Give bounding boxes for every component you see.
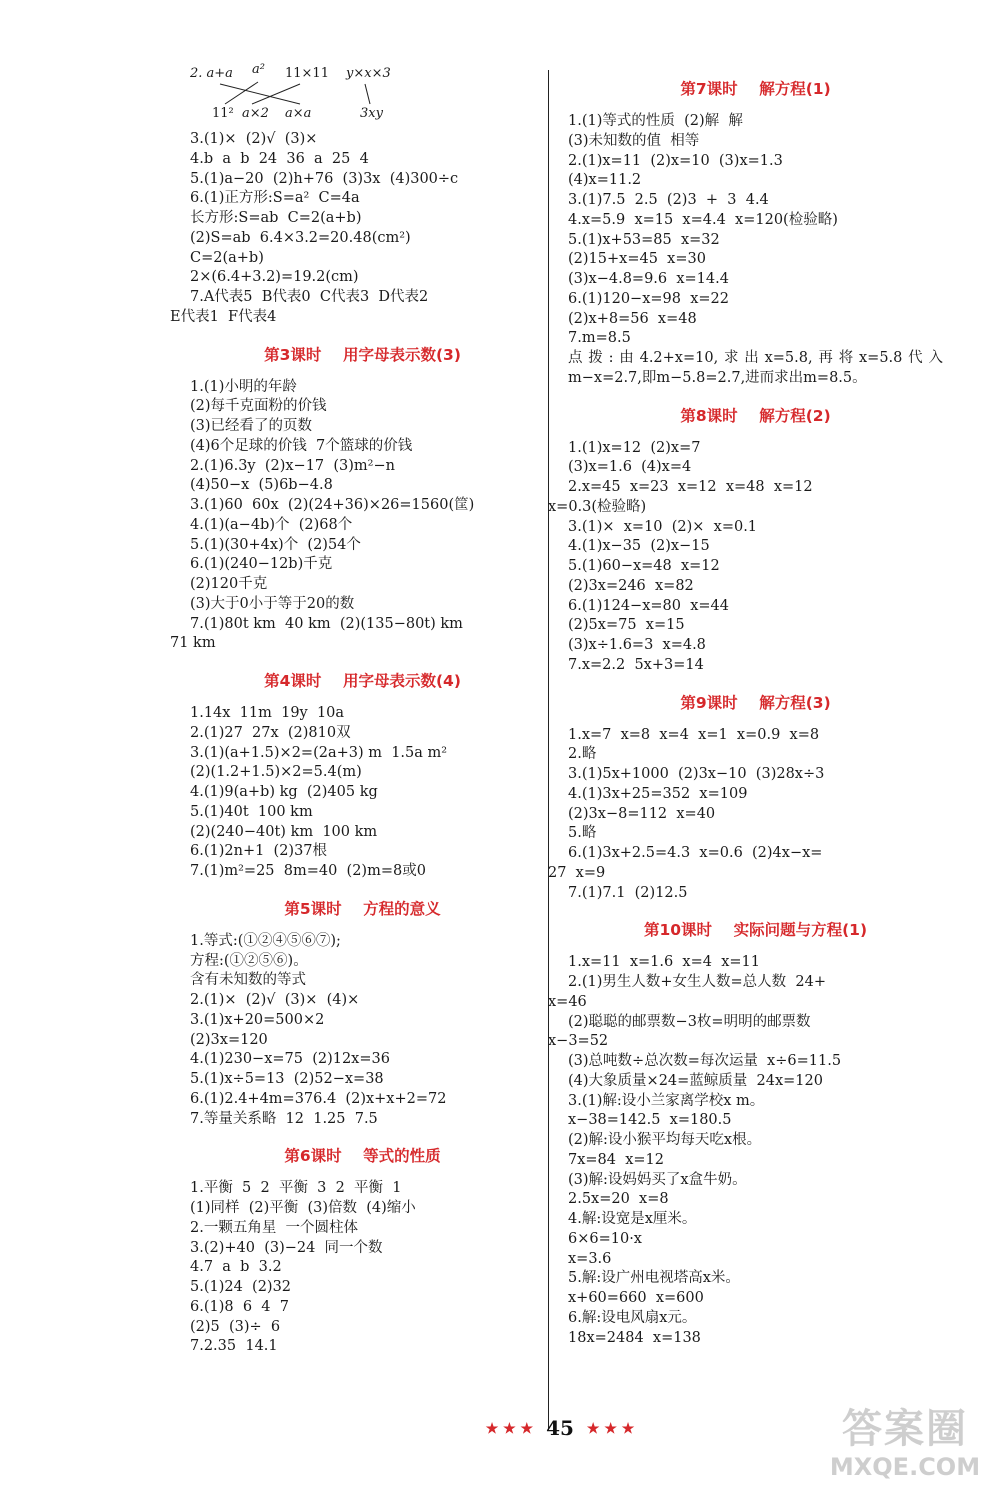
column-divider [548, 70, 549, 1430]
diagram-top-2: a² [252, 62, 265, 77]
answer-line: 5.(1)a−20 (2)h+76 (3)3x (4)300÷c [190, 170, 459, 187]
answer-line: 5.(1)x÷5=13 (2)52−x=38 [190, 1071, 384, 1087]
answer-line: 7.(1)m²=25 8m=40 (2)m=8或0 [190, 863, 426, 879]
answer-line: 2.(1)27 27x (2)810双 [190, 724, 351, 741]
star-icon: ★ ★ ★ [485, 1421, 534, 1437]
answer-line: (3)总吨数÷总次数=每次运量 x÷6=11.5 [568, 1053, 842, 1069]
diagram-bottom-4: 3xy [360, 106, 383, 121]
answer-line: (2)3x=246 x=82 [568, 577, 694, 594]
answer-line: 含有未知数的等式 [190, 972, 306, 989]
answer-line: 5.(1)60−x=48 x=12 [568, 558, 720, 574]
page-footer [470, 1416, 650, 1440]
diagram-top-1: 2. a+a [190, 66, 233, 81]
answer-line: (2)x+8=56 x=48 [568, 310, 697, 327]
left-column [170, 60, 535, 1357]
answer-line: 6.(1)124−x=80 x=44 [568, 597, 729, 614]
answer-line: 1.(1)等式的性质 (2)解 解 [568, 113, 743, 129]
diagram-top-4: y×x×3 [346, 66, 391, 81]
watermark-logo [820, 1405, 990, 1490]
answer-line: 6.(1)2.4+4m=376.4 (2)x+x+2=72 [190, 1090, 447, 1107]
answer-line: 4.(1)230−x=75 (2)12x=36 [190, 1051, 390, 1068]
answer-line: 2.(1)× (2)√ (3)× (4)× [190, 992, 360, 1008]
answer-line: 7.等量关系略 12 1.25 7.5 [190, 1110, 378, 1127]
answer-line: 5.略 [568, 825, 597, 842]
answer-line: x−38=142.5 x=180.5 [568, 1112, 732, 1129]
section-title: 第10课时 实际问题与方程(1) [643, 921, 868, 940]
answer-line: x=0.3(检验略) [548, 498, 647, 515]
answer-line: 5.解:设广州电视塔高x米。 [568, 1270, 740, 1287]
answer-line: 1.(1)x=12 (2)x=7 [568, 439, 701, 456]
answer-line: 4.(1)3x+25=352 x=109 [568, 785, 748, 802]
answer-line: (2)(1.2+1.5)×2=5.4(m) [190, 764, 362, 781]
answer-line: 4.(1)x−35 (2)x−15 [568, 538, 710, 555]
answer-line: (2)每千克面粉的价钱 [190, 398, 327, 415]
answer-line: 27 x=9 [548, 864, 606, 881]
answer-line: x=3.6 [568, 1250, 612, 1267]
answer-line: (1)同样 (2)平衡 (3)倍数 (4)缩小 [190, 1200, 416, 1216]
answer-line: 1.x=11 x=1.6 x=4 x=11 [568, 954, 760, 971]
answer-line: 方程:(①②⑤⑥)。 [190, 952, 308, 969]
diagram-bottom-2: a×2 [242, 106, 269, 121]
matching-lines [190, 60, 430, 126]
answer-line: 6.(1)正方形:S=a² C=4a [190, 190, 360, 207]
page-number: 45 [546, 1416, 574, 1440]
star-icon: ★ ★ ★ [586, 1421, 635, 1437]
answer-line: x−3=52 [548, 1033, 609, 1050]
answer-line: 2.略 [568, 746, 597, 763]
answer-line: 1.平衡 5 2 平衡 3 2 平衡 1 [190, 1180, 402, 1197]
section-title: 第7课时 解方程(1) [680, 80, 831, 98]
answer-line: 4.解:设宽是x厘米。 [568, 1211, 697, 1227]
answer-line: 5.(1)(30+4x)个 (2)54个 [190, 536, 361, 553]
answer-line: (2)S=ab 6.4×3.2=20.48(cm²) [190, 229, 411, 246]
answer-line: (2)120千克 [190, 576, 268, 592]
answer-line: 3.(1)× (2)√ (3)× [190, 131, 318, 147]
answer-line: 4.7 a b 3.2 [190, 1259, 282, 1276]
answer-line: 7x=84 x=12 [568, 1151, 664, 1168]
answer-line: 6.(1)8 6 4 7 [190, 1298, 289, 1315]
answer-line: (2)(240−40t) km 100 km [190, 823, 378, 840]
answer-line: 7.(1)7.1 (2)12.5 [568, 884, 688, 901]
answer-line: 6.(1)(240−12b)千克 [190, 556, 333, 573]
diagram-bottom-1: 11² [212, 106, 234, 121]
watermark-text: 答案圈 [842, 1406, 968, 1452]
answer-line: 7.x=2.2 5x+3=14 [568, 656, 704, 673]
answer-line: (3)x=1.6 (4)x=4 [568, 459, 692, 476]
answer-line: 6×6=10·x [568, 1230, 642, 1247]
answer-line: (4)x=11.2 [568, 172, 642, 189]
answer-line: x=46 [548, 993, 587, 1010]
answer-line: 2.(1)男生人数+女生人数=总人数 24+ [568, 974, 826, 990]
answer-line: 长方形:S=ab C=2(a+b) [190, 210, 362, 226]
answer-line: 5.(1)40t 100 km [190, 803, 313, 820]
answer-line: 1.x=7 x=8 x=4 x=1 x=0.9 x=8 [568, 726, 820, 743]
answer-line: 2.(1)x=11 (2)x=10 (3)x=1.3 [568, 152, 783, 169]
answer-line: 2.(1)6.3y (2)x−17 (3)m²−n [190, 457, 395, 474]
answer-line: 3.(1)× x=10 (2)× x=0.1 [568, 518, 758, 535]
answer-line: 2.x=45 x=23 x=12 x=48 x=12 [568, 479, 813, 495]
answer-line: 1.(1)小明的年龄 [190, 378, 297, 395]
answer-line: (4)6个足球的价钱 7个篮球的价钱 [190, 437, 413, 454]
answer-line: (3)解:设妈妈买了x盒牛奶。 [568, 1171, 747, 1188]
answer-line: 1.等式:(①②④⑤⑥⑦); [190, 932, 341, 949]
answer-line: 5.(1)24 (2)32 [190, 1279, 292, 1295]
answer-line: 6.(1)2n+1 (2)37根 [190, 843, 328, 860]
answer-line: 4.x=5.9 x=15 x=4.4 x=120(检验略) [568, 211, 838, 228]
answer-line: (2)聪聪的邮票数−3枚=明明的邮票数 [568, 1013, 811, 1030]
answer-line: (2)5x=75 x=15 [568, 617, 685, 634]
answer-line: 7.A代表5 B代表0 C代表3 D代表2 [190, 289, 429, 305]
answer-line: (2)解:设小猴平均每天吃x根。 [568, 1132, 762, 1148]
answer-line: 1.14x 11m 19y 10a [190, 705, 345, 721]
answer-line: 5.(1)x+53=85 x=32 [568, 231, 720, 248]
section-title: 第4课时 用字母表示数(4) [264, 672, 461, 690]
matching-diagram [190, 60, 535, 126]
answer-line: (4)50−x (5)6b−4.8 [190, 477, 333, 494]
answer-line: (2)3x−8=112 x=40 [568, 805, 716, 822]
answer-line: 2.一颗五角星 一个圆柱体 [190, 1219, 359, 1236]
answer-line: (3)x÷1.6=3 x=4.8 [568, 637, 706, 653]
answer-line: 18x=2484 x=138 [568, 1329, 701, 1346]
answer-line: (3)大于0小于等于20的数 [190, 595, 355, 612]
answer-line: C=2(a+b) [190, 249, 264, 266]
section-title: 第8课时 解方程(2) [680, 406, 831, 425]
section-title: 第5课时 方程的意义 [284, 899, 441, 918]
answer-line: x+60=660 x=600 [568, 1290, 704, 1306]
answer-line: 3.(1)5x+1000 (2)3x−10 (3)28x÷3 [568, 766, 825, 782]
diagram-top-3: 11×11 [285, 66, 329, 81]
watermark-url: MXQE.COM [829, 1453, 981, 1481]
answer-line: 7.m=8.5 [568, 330, 631, 347]
answer-line: 4.(1)9(a+b) kg (2)405 kg [190, 784, 378, 800]
answer-line: 点拨:由4.2+x=10,求出x=5.8,再将x=5.8代入m−x=2.7,即m−5.8=2.7,进而求出m=8.5。 [568, 350, 943, 386]
left-column-content [170, 130, 535, 1357]
section-title: 第9课时 解方程(3) [680, 693, 831, 712]
answer-line: 71 km [170, 635, 216, 652]
answer-line: (2)3x=120 [190, 1031, 268, 1048]
right-column-content [548, 78, 943, 1348]
answer-line: (4)大象质量×24=蓝鲸质量 24x=120 [568, 1072, 823, 1089]
answer-line: 6.(1)3x+2.5=4.3 x=0.6 (2)4x−x= [568, 845, 823, 861]
answer-line: 4.b a b 24 36 a 25 4 [190, 150, 369, 167]
answer-line: 4.(1)(a−4b)个 (2)68个 [190, 516, 353, 533]
right-column [548, 60, 943, 1348]
answer-line: E代表1 F代表4 [170, 308, 277, 325]
answer-line: (3)已经看了的页数 [190, 418, 313, 434]
answer-line: 3.(1)(a+1.5)×2=(2a+3) m 1.5a m² [190, 744, 448, 761]
answer-line: 3.(1)7.5 2.5 (2)3 + 3 4.4 [568, 192, 769, 208]
answer-line: 3.(1)x+20=500×2 [190, 1011, 325, 1028]
answer-line: 2.5x=20 x=8 [568, 1191, 669, 1208]
answer-line: 6.解:设电风扇x元。 [568, 1309, 697, 1326]
answer-line: (2)15+x=45 x=30 [568, 251, 706, 268]
answer-line: 3.(1)解:设小兰家离学校x m。 [568, 1092, 765, 1109]
answer-line: (3)x−4.8=9.6 x=14.4 [568, 271, 729, 287]
answer-line: 7.2.35 14.1 [190, 1338, 278, 1355]
section-title: 第3课时 用字母表示数(3) [264, 345, 461, 364]
answer-line: 6.(1)120−x=98 x=22 [568, 290, 729, 307]
answer-line: 3.(1)60 60x (2)(24+36)×26=1560(筐) [190, 497, 475, 513]
answer-line: 3.(2)+40 (3)−24 同一个数 [190, 1239, 383, 1256]
section-title: 第6课时 等式的性质 [284, 1147, 441, 1166]
diagram-bottom-3: a×a [285, 106, 312, 121]
answer-line: (2)5 (3)÷ 6 [190, 1318, 281, 1335]
answer-line: 7.(1)80t km 40 km (2)(135−80t) km [190, 615, 463, 632]
answer-line: (3)未知数的值 相等 [568, 132, 700, 149]
answer-line: 2×(6.4+3.2)=19.2(cm) [190, 269, 359, 286]
